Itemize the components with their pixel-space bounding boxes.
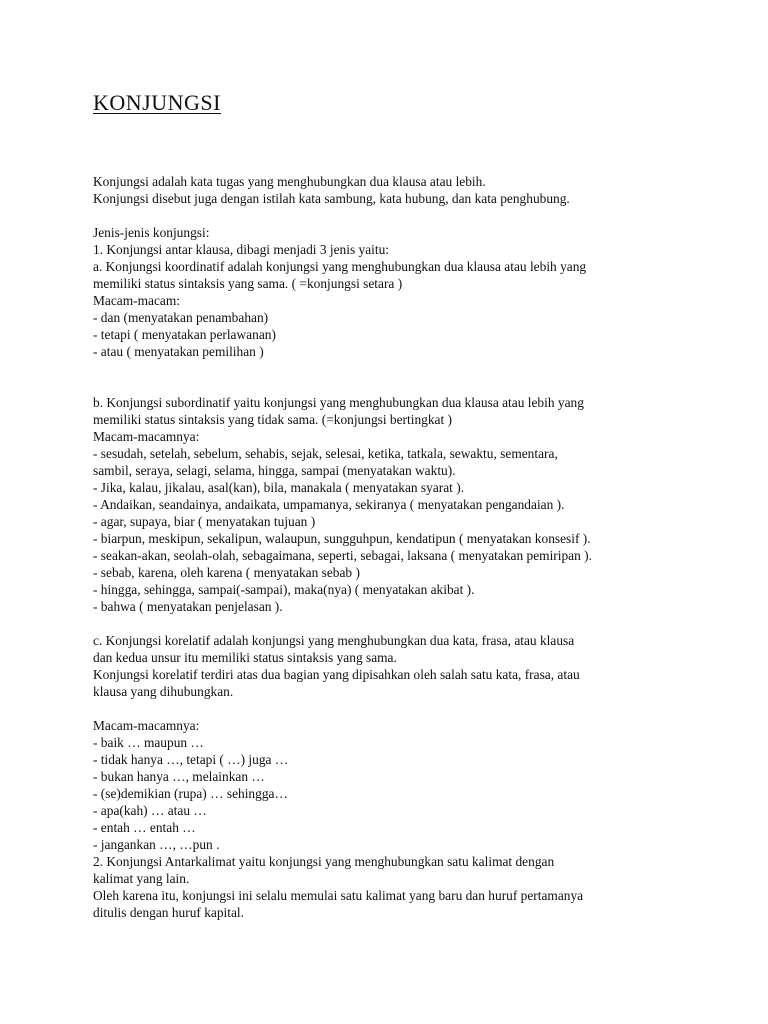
blank-line — [93, 360, 743, 394]
paragraph-line: kalimat yang lain. — [93, 871, 190, 886]
list-item: - sesudah, setelah, sebelum, sehabis, sejak, selesai, ketika, tatkala, sewaktu, sementara, — [93, 446, 558, 461]
list-heading: Macam-macamnya: — [93, 429, 200, 444]
paragraph-line: Konjungsi adalah kata tugas yang menghubungkan dua klausa atau lebih. — [93, 174, 486, 189]
list-item: sambil, seraya, selagi, selama, hingga, sampai (menyatakan waktu). — [93, 463, 456, 478]
list-item: - agar, supaya, biar ( menyatakan tujuan ) — [93, 514, 316, 529]
blank-line — [93, 700, 743, 717]
list-item: - sebab, karena, oleh karena ( menyatakan sebab ) — [93, 565, 360, 580]
numbered-item: 2. Konjungsi Antarkalimat yaitu konjungsi yang menghubungkan satu kalimat dengan — [93, 854, 555, 869]
blank-line — [93, 207, 743, 224]
list-item: - bukan hanya …, melainkan … — [93, 769, 265, 784]
paragraph-line: ditulis dengan huruf kapital. — [93, 905, 244, 920]
list-item: - hingga, sehingga, sampai(-sampai), maka(nya) ( menyatakan akibat ). — [93, 582, 475, 597]
list-heading: Macam-macamnya: — [93, 718, 200, 733]
list-item: - dan (menyatakan penambahan) — [93, 310, 269, 325]
list-item: - (se)demikian (rupa) … sehingga… — [93, 786, 288, 801]
paragraph-line: memiliki status sintaksis yang sama. ( =konjungsi setara ) — [93, 276, 403, 291]
list-heading: Macam-macam: — [93, 293, 180, 308]
list-item: - tidak hanya …, tetapi ( …) juga … — [93, 752, 289, 767]
list-item: - Andaikan, seandainya, andaikata, umpamanya, sekiranya ( menyatakan pengandaian ). — [93, 497, 565, 512]
paragraph-line: Konjungsi disebut juga dengan istilah kata sambung, kata hubung, dan kata penghubung. — [93, 191, 570, 206]
list-item: - baik … maupun … — [93, 735, 204, 750]
list-item: - Jika, kalau, jikalau, asal(kan), bila, manakala ( menyatakan syarat ). — [93, 480, 465, 495]
list-item: - tetapi ( menyatakan perlawanan) — [93, 327, 276, 342]
list-item: - biarpun, meskipun, sekalipun, walaupun, sungguhpun, kendatipun ( menyatakan konsesif ). — [93, 531, 591, 546]
section-heading: Jenis-jenis konjungsi: — [93, 225, 210, 240]
blank-line — [93, 615, 743, 632]
list-item: - entah … entah … — [93, 820, 196, 835]
paragraph-line: c. Konjungsi korelatif adalah konjungsi yang menghubungkan dua kata, frasa, atau klausa — [93, 633, 575, 648]
list-item: - apa(kah) … atau … — [93, 803, 207, 818]
paragraph-line: dan kedua unsur itu memiliki status sintaksis yang sama. — [93, 650, 397, 665]
document-title: KONJUNGSI — [93, 90, 221, 115]
paragraph-line: Oleh karena itu, konjungsi ini selalu memulai satu kalimat yang baru dan huruf pertamanya — [93, 888, 584, 903]
list-item: - bahwa ( menyatakan penjelasan ). — [93, 599, 283, 614]
document-body — [93, 173, 743, 921]
paragraph-line: Konjungsi korelatif terdiri atas dua bagian yang dipisahkan oleh salah satu kata, frasa, atau — [93, 667, 580, 682]
list-item: - seakan-akan, seolah-olah, sebagaimana, seperti, sebagai, laksana ( menyatakan pemiripan ). — [93, 548, 592, 563]
paragraph-line: klausa yang dihubungkan. — [93, 684, 234, 699]
numbered-item: 1. Konjungsi antar klausa, dibagi menjadi 3 jenis yaitu: — [93, 242, 390, 257]
paragraph-line: memiliki status sintaksis yang tidak sama. (=konjungsi bertingkat ) — [93, 412, 453, 427]
paragraph-line: b. Konjungsi subordinatif yaitu konjungsi yang menghubungkan dua klausa atau lebih yang — [93, 395, 584, 410]
paragraph-line: a. Konjungsi koordinatif adalah konjungsi yang menghubungkan dua klausa atau lebih yang — [93, 259, 587, 274]
list-item: - jangankan …, …pun . — [93, 837, 220, 852]
list-item: - atau ( menyatakan pemilihan ) — [93, 344, 264, 359]
